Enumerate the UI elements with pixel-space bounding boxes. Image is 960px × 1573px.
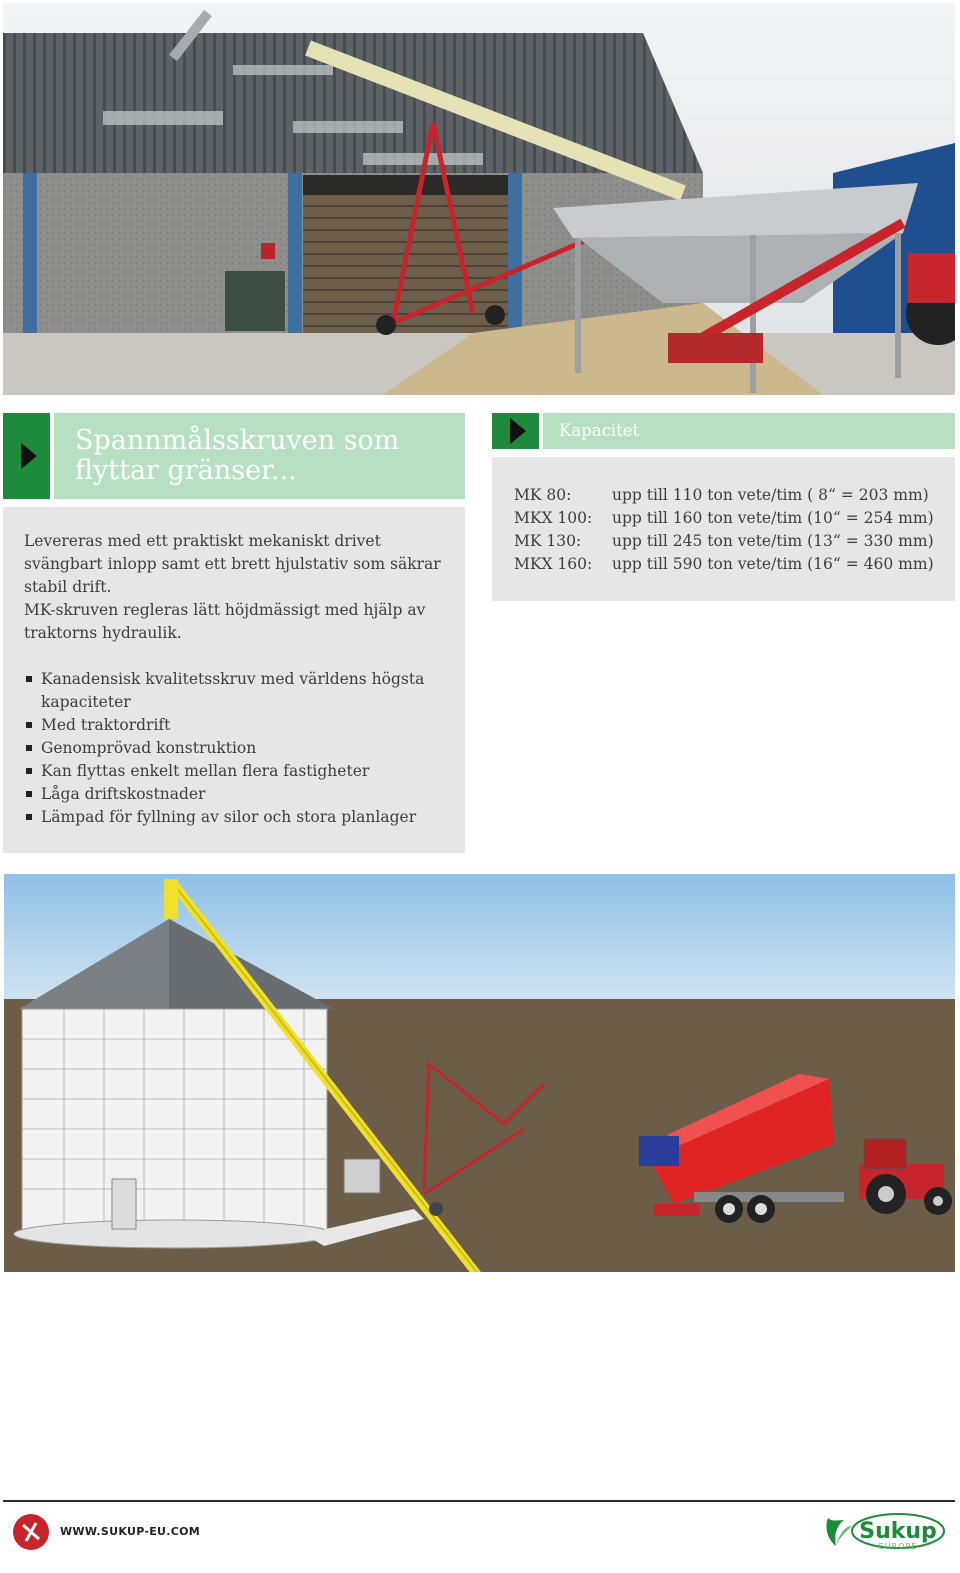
capacity-table <box>514 484 934 576</box>
silo-scene <box>4 874 955 1272</box>
footer-divider <box>3 1500 955 1502</box>
website-link[interactable]: WWW.SUKUP-EU.COM <box>60 1525 201 1538</box>
model-cell: MKX 100: <box>514 509 593 527</box>
sukup-mark-icon <box>12 1513 50 1551</box>
bullet-icon <box>26 768 32 774</box>
play-arrow-icon <box>21 443 37 469</box>
table-row <box>514 530 934 553</box>
list-item: Kan flyttas enkelt mellan flera fastigheter <box>24 760 454 783</box>
bullet-icon <box>26 745 32 751</box>
brand-sub: EUROPE <box>878 1542 918 1551</box>
list-item: Lämpad för fyllning av silor och stora planlager <box>24 806 454 829</box>
table-row <box>514 484 934 507</box>
table-row <box>514 507 934 530</box>
bullet-icon <box>26 676 32 682</box>
capacity-cell: upp till 245 ton vete/tim (13“ = 330 mm) <box>612 532 934 550</box>
model-cell: MK 80: <box>514 486 572 504</box>
brand-name: Sukup <box>859 1519 937 1544</box>
hydraulics-paragraph: MK-skruven regleras lätt höjdmässigt med hjälp av traktorns hydraulik. <box>24 601 426 642</box>
model-cell: MK 130: <box>514 532 582 550</box>
sukup-brand-logo <box>822 1510 947 1554</box>
model-cell: MKX 160: <box>514 555 593 573</box>
warehouse-scene <box>3 3 955 395</box>
intro-paragraph: Levereras med ett praktiskt mekaniskt drivet svängbart inlopp samt ett brett hjulstativ som säkrar stabil drift. <box>24 532 441 596</box>
bullet-icon <box>26 722 32 728</box>
right-heading-marker <box>492 413 539 449</box>
right-heading-bar <box>543 413 955 449</box>
section-title: Spannmålsskruven som flyttar gränser... <box>75 425 400 486</box>
capacity-cell: upp till 110 ton vete/tim ( 8“ = 203 mm) <box>612 486 929 504</box>
list-item: Genomprövad konstruktion <box>24 737 454 760</box>
left-heading-bar <box>54 413 465 499</box>
capacity-cell: upp till 160 ton vete/tim (10“ = 254 mm) <box>612 509 934 527</box>
table-row <box>514 553 934 576</box>
list-item: Låga driftskostnader <box>24 783 454 806</box>
capacity-panel <box>492 457 955 601</box>
capacity-cell: upp till 590 ton vete/tim (16“ = 460 mm) <box>612 555 934 573</box>
bullet-icon <box>26 814 32 820</box>
left-content-panel <box>3 507 465 853</box>
bullet-icon <box>26 791 32 797</box>
left-heading-marker <box>3 413 50 499</box>
list-item: Kanadensisk kvalitetsskruv med världens högsta kapaciteter <box>24 668 454 714</box>
list-item: Med traktordrift <box>24 714 454 737</box>
capacity-title: Kapacitet <box>559 421 640 440</box>
play-arrow-icon <box>510 418 526 444</box>
illustration-silo-auger-tractor <box>4 874 955 1272</box>
feature-list <box>24 668 454 829</box>
photo-warehouse-auger <box>3 3 955 395</box>
